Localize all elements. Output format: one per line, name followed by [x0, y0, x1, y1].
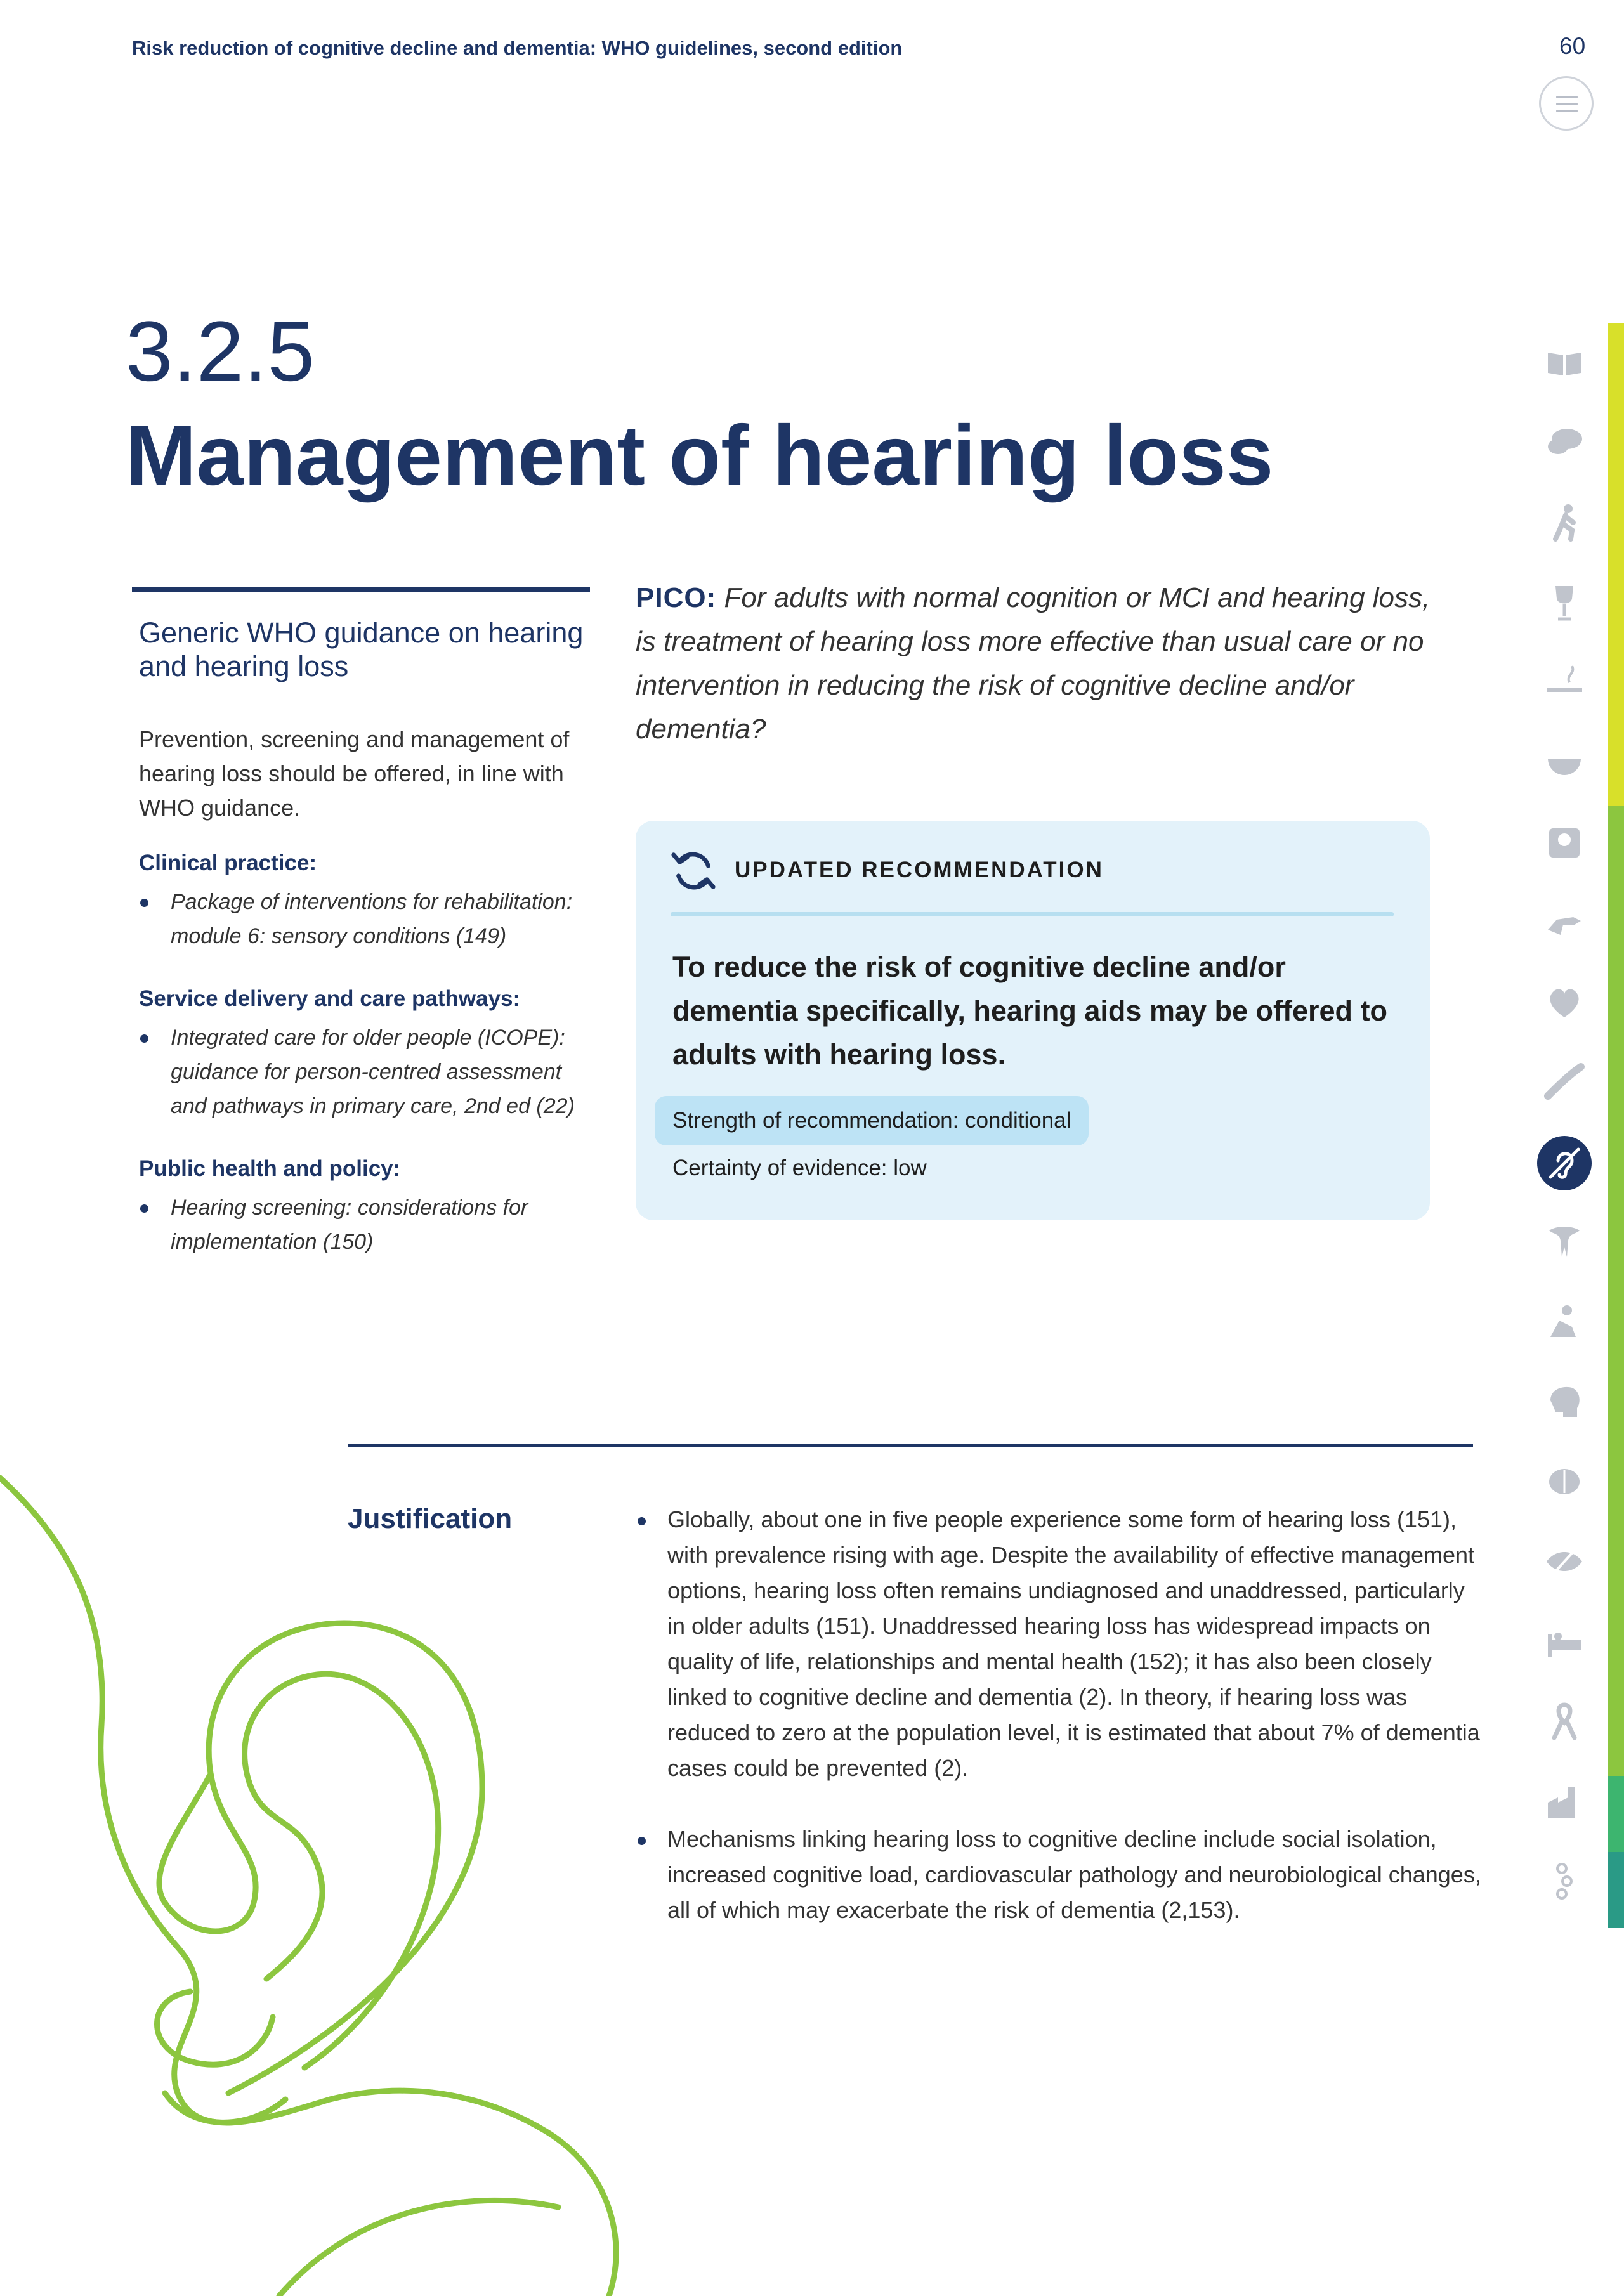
clinical-practice-heading: Clinical practice:: [139, 851, 317, 876]
weight-scale-icon[interactable]: [1544, 822, 1585, 863]
recommendation-text: To reduce the risk of cognitive decline and/or dementia specifically, hearing aids may be offered to adults with hearing loss.: [672, 951, 1388, 1071]
menu-icon: [1556, 96, 1578, 98]
ear-illustration: [0, 1459, 634, 2296]
brain-icon[interactable]: [1544, 1461, 1585, 1502]
page-number: 60: [1559, 33, 1586, 59]
justification-heading: Justification: [348, 1503, 513, 1534]
pico-label: PICO:: [636, 582, 717, 613]
ribbon-icon[interactable]: [1544, 1701, 1585, 1742]
factory-icon[interactable]: [1544, 1781, 1585, 1822]
guidance-link[interactable]: Hearing screening: considerations for implementation (150): [139, 1190, 590, 1259]
pico-text: For adults with normal cognition or MCI and hearing loss, is treatment of hearing loss more effective than usual care or no intervention in reducing the risk of cognitive decline and/or dementia?: [636, 582, 1431, 745]
recommendation-box: [636, 821, 1430, 1220]
divider: [132, 587, 590, 592]
guidance-link[interactable]: Integrated care for older people (ICOPE): guidance for person-centred assessment and pathways in primary care, 2nd ed (22): [139, 1021, 590, 1123]
section-number: 3.2.5: [126, 304, 315, 399]
heart-icon[interactable]: [1544, 982, 1585, 1022]
divider: [671, 912, 1394, 916]
bed-icon[interactable]: [1544, 1621, 1585, 1662]
blood-vessel-icon[interactable]: [1544, 1062, 1585, 1102]
refresh-icon: [669, 846, 718, 896]
public-health-heading: Public health and policy:: [139, 1156, 401, 1182]
divider: [348, 1444, 1473, 1447]
generic-guidance-heading: Generic WHO guidance on hearing and hearing loss: [139, 616, 584, 683]
hearing-loss-icon[interactable]: [1536, 1135, 1592, 1191]
walking-person-icon[interactable]: [1544, 502, 1585, 543]
smoking-icon[interactable]: [1544, 662, 1585, 703]
generic-guidance-body: Prevention, screening and management of hearing loss should be offered, in line with WHO guidance.: [139, 726, 570, 821]
recommendation-label: UPDATED RECOMMENDATION: [735, 858, 1104, 882]
vision-icon[interactable]: [1544, 1541, 1585, 1582]
list-item: Globally, about one in five people experience some form of hearing loss (151), with prevalence rising with age. Despite the availability of effective management options, hearing loss often remains undiagnosed and unaddressed, particularly in older adults (151). Unaddressed hearing loss has widespread impacts on quality of life, relationships and mental health (152); it has also been closely linked to cognitive decline and dementia (2). In theory, if hearing loss was reduced to zero at the population level, it is estimated that about 7% of dementia cases could be prevented (2).: [636, 1502, 1486, 1786]
molecule-icon[interactable]: [1544, 1861, 1585, 1901]
certainty-text: Certainty of evidence: low: [672, 1156, 927, 1180]
menu-button[interactable]: [1539, 76, 1594, 131]
menu-icon: [1556, 110, 1578, 112]
wine-glass-icon[interactable]: [1544, 582, 1585, 623]
head-profile-icon[interactable]: [1544, 1381, 1585, 1422]
page-title: Management of hearing loss: [126, 408, 1274, 503]
menu-icon: [1556, 103, 1578, 105]
tooth-icon[interactable]: [1544, 1222, 1585, 1262]
person-sitting-icon[interactable]: [1544, 1301, 1585, 1342]
running-title: Risk reduction of cognitive decline and dementia: WHO guidelines, second edition: [132, 37, 903, 59]
hand-icon[interactable]: [1544, 902, 1585, 943]
justification-list: [636, 1502, 1486, 1964]
speech-bubbles-icon[interactable]: [1544, 422, 1585, 463]
fruit-slice-icon[interactable]: [1544, 742, 1585, 783]
list-item: Mechanisms linking hearing loss to cognitive decline include social isolation, increased cognitive load, cardiovascular pathology and neurobiological changes, all of which may exacerbate the risk of dementia (2,153).: [636, 1822, 1486, 1928]
section-progress-bar: [1608, 323, 1624, 1928]
book-icon[interactable]: [1544, 342, 1585, 383]
strength-badge: Strength of recommendation: conditional: [655, 1096, 1089, 1145]
service-delivery-heading: Service delivery and care pathways:: [139, 986, 521, 1012]
pico-question: [636, 576, 1441, 751]
generic-guidance-panel: [132, 587, 590, 1259]
guidance-link[interactable]: Package of interventions for rehabilitation: module 6: sensory conditions (149): [139, 885, 590, 953]
